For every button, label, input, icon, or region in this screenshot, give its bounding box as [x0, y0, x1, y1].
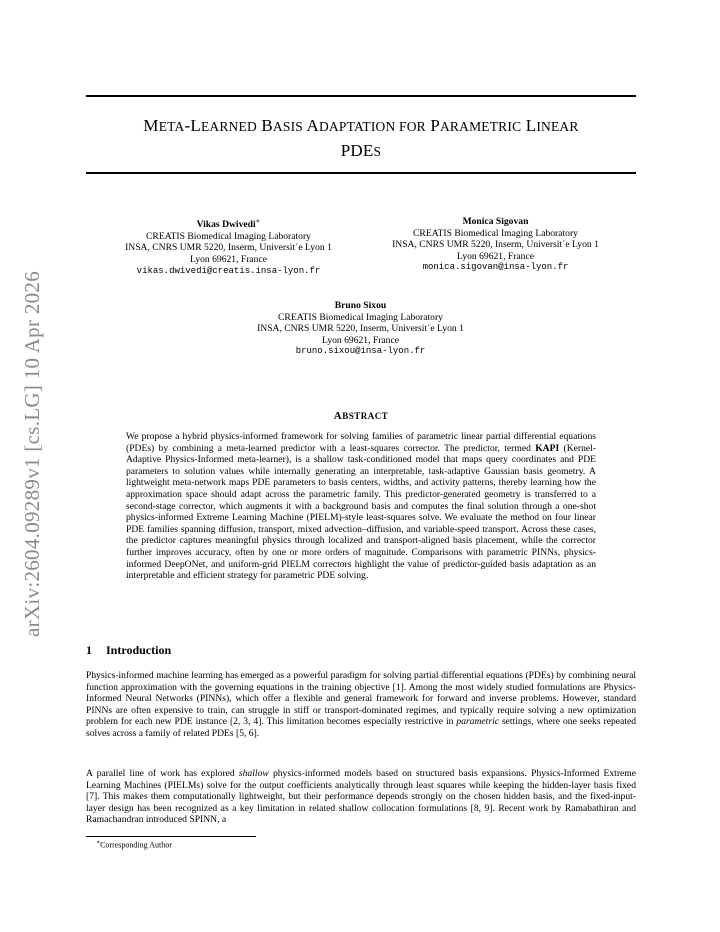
author-affiliation: CREATIS Biomedical Imaging Laboratory [146, 230, 311, 242]
author-block-3 [228, 300, 493, 358]
author-city: Lyon 69621, France [321, 334, 399, 346]
author-affiliation: CREATIS Biomedical Imaging Laboratory [278, 311, 443, 323]
author-name: Bruno Sixou [334, 300, 387, 311]
author-name: Vikas Dwivedi [196, 219, 256, 231]
title-top-rule [86, 95, 636, 97]
intro-paragraph-1: Physics-informed machine learning has emerged as a powerful paradigm for solving partial differential equations (PDEs) by combining neural function approximation with the governing equations in the training objective [1]. Among the most widely studied formulations are Physics-Informed Neural Networks (PINNs), which offer a flexible and general framework for forward and inverse problems. However, standard PINNs are often expensive to train, can struggle in stiff or transport-dominated regimes, and typically require solving a new optimization problem for each new PDE instance [2, 3, 4]. This limitation becomes especially restrictive in parametric settings, where one seeks repeated solves across a family of related PDEs [5, 6]. [86, 670, 636, 739]
kapi-term: KAPI [535, 442, 560, 454]
author-institution: INSA, CNRS UMR 5220, Inserm, Universit´e Lyon 1 [257, 323, 464, 335]
section-heading: 1 Introduction [86, 643, 172, 657]
author-city: Lyon 69621, France [456, 250, 534, 262]
author-email[interactable]: vikas.dwivedi@creatis.insa-lyon.fr [136, 265, 321, 276]
intro-paragraph-2: A parallel line of work has explored shallow physics-informed models based on structured basis expansions. Physics-Informed Extreme Learning Machines (PIELMs) solve for the output coefficients analytically through least squares while keeping the hidden-layer basis fixed [7]. This makes them computationally lightweight, but their performance depends strongly on the chosen hidden basis, and the fixed-input-layer design has been recognized as a key limitation in related shallow collocation formulations [8, 9]. Recent work by Ramabathiran and Ramachandran introduced SPINN, a [86, 768, 636, 826]
author-institution: INSA, CNRS UMR 5220, Inserm, Universit´e Lyon 1 [125, 242, 332, 254]
author-email[interactable]: bruno.sixou@insa-lyon.fr [295, 346, 426, 357]
footnote: ∗Corresponding Author [96, 840, 172, 850]
author-name: Monica Sigovan [462, 216, 529, 227]
author-affiliation: CREATIS Biomedical Imaging Laboratory [413, 227, 578, 239]
arxiv-identifier: arXiv:2604.09289v1 [cs.LG] 10 Apr 2026 [20, 270, 44, 637]
paper-title [86, 114, 636, 164]
author-block-2 [363, 216, 628, 274]
footnote-rule [86, 836, 256, 837]
title-bottom-rule [86, 172, 636, 174]
title-line-1: META-LEARNED BASIS ADAPTATION FOR PARAMETRIC LINEAR [143, 116, 579, 135]
author-block-1: Vikas Dwivedi∗ CREATIS Biomedical Imaging Laboratory INSA, CNRS UMR 5220, Inserm, Universit´e Lyon 1 Lyon 69621, France vikas.dwivedi@creatis.insa-lyon.fr [96, 216, 361, 277]
abstract-heading: ABSTRACT [333, 410, 389, 422]
author-email[interactable]: monica.sigovan@insa-lyon.fr [422, 262, 569, 273]
abstract-text: We propose a hybrid physics-informed framework for solving families of parametric linear partial differential equations (PDEs) by combining a meta-learned predictor with a least-squares corrector. The predictor, termed KAPI (Kernel-Adaptive Physics-Informed meta-learner), is a shallow task-conditioned model that maps query coordinates and PDE parameters to solution values while internally generating an interpretable, task-adaptive Gaussian basis geometry. A lightweight meta-network maps PDE parameters to basis centers, widths, and activity patterns, thereby learning how the approximation space should adapt across the parametric family. This predictor-generated geometry is transferred to a second-stage corrector, which augments it with a background basis and computes the final solution through a one-shot physics-informed Extreme Learning Machine (PIELM)-style least-squares solve. We evaluate the method on four linear PDE families spanning diffusion, transport, mixed advection–diffusion, and variable-speed transport. Across these cases, the predictor captures meaningful physics through localized and transport-aligned basis placement, while the corrector further improves accuracy, often by one or more orders of magnitude. Comparisons with parametric PINNs, physics-informed DeepONet, and uniform-grid PIELM correctors highlight the value of predictor-guided basis adaptation as an interpretable and efficient strategy for parametric PDE solving. [126, 431, 596, 582]
author-city: Lyon 69621, France [189, 253, 267, 265]
title-line-2: PDES [340, 141, 382, 160]
author-institution: INSA, CNRS UMR 5220, Inserm, Universit´e Lyon 1 [392, 239, 599, 251]
